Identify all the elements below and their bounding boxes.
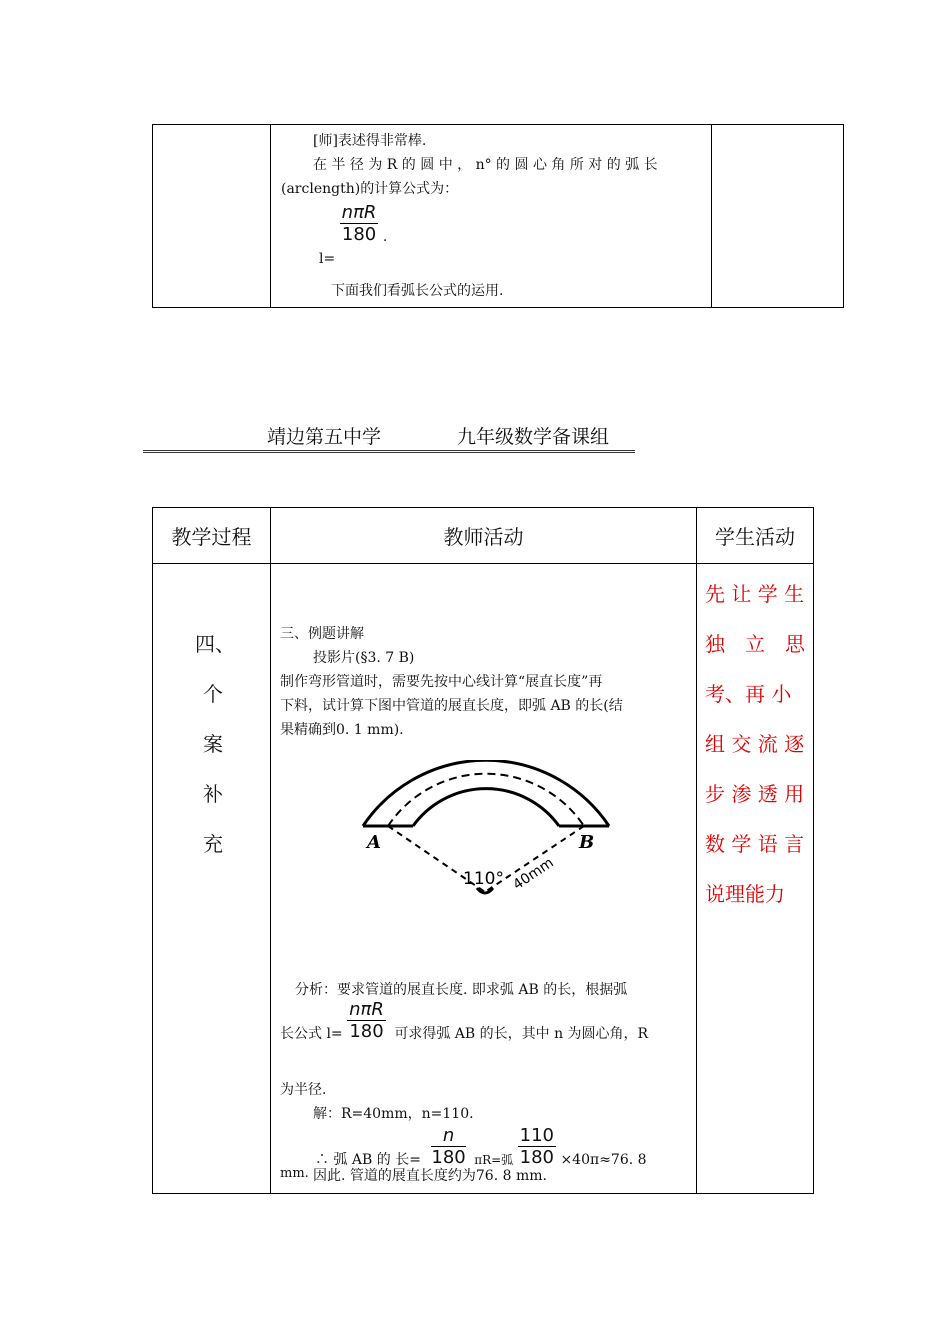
- analysis-line-1: 分析：要求管道的展直长度. 即求弧 AB 的长，根据弧: [295, 982, 628, 998]
- solution-denominator-1: 180: [431, 1147, 466, 1168]
- formula-fraction: [340, 203, 379, 246]
- solution-middle: πR=弧: [474, 1152, 514, 1167]
- solution-fraction-2: [518, 1126, 556, 1169]
- student-line-7: 说理能力: [705, 882, 785, 906]
- problem-line-2: 下料，试计算下图中管道的展直长度，即弧 AB 的长(结: [280, 698, 623, 714]
- formula-numerator: nπR: [341, 202, 377, 223]
- formula-denominator: 180: [341, 224, 377, 245]
- label-a: A: [367, 832, 381, 853]
- angle-label: 110°: [463, 869, 504, 889]
- solution-prefix: ∴ 弧 AB 的 长=: [315, 1151, 421, 1168]
- arc-length-formula: [319, 202, 388, 267]
- transition-line: 下面我们看弧长公式的运用.: [331, 283, 504, 299]
- top-teacher-cell: [271, 125, 712, 308]
- analysis-numerator: nπR: [349, 999, 384, 1020]
- solution-suffix: ×40π≈76. 8: [560, 1151, 647, 1168]
- group-name: 九年级数学备课组: [457, 426, 610, 448]
- top-table: [152, 124, 844, 308]
- header-teacher: 教师活动: [271, 508, 697, 564]
- solution-denominator-2: 180: [519, 1147, 554, 1168]
- student-line-4: 组 交 流 逐: [705, 732, 805, 756]
- student-line-6: 数 学 语 言: [705, 832, 805, 856]
- formula-intro-line-2: (arclength)的计算公式为：: [281, 181, 459, 197]
- main-table: [152, 507, 814, 1194]
- analysis-line-2: [280, 1000, 648, 1043]
- formula-prefix: l=: [319, 250, 336, 267]
- slide-label: 投影片(§3. 7 B): [313, 650, 415, 666]
- problem-line-3: 果精确到0. 1 mm).: [280, 722, 404, 738]
- analysis-denominator: 180: [349, 1021, 384, 1042]
- process-cell: [153, 564, 271, 1194]
- student-line-1: 先 让 学 生: [705, 582, 805, 606]
- formula-intro-line: 在 半 径 为 R 的 圆 中 ， n° 的 圆 心 角 所 对 的 弧 长: [313, 157, 658, 173]
- solution-line-1: 解：R=40mm，n=110.: [313, 1106, 474, 1122]
- process-char-2: 个: [203, 682, 223, 706]
- process-char-3: 案: [203, 732, 223, 756]
- problem-line-1: 制作弯形管道时，需要先按中心线计算“展直长度”再: [280, 674, 603, 690]
- pipe-figure: [351, 760, 621, 910]
- school-name: 靖边第五中学: [267, 426, 382, 448]
- label-b: B: [579, 832, 595, 853]
- pipe-outer-arc: [363, 760, 609, 826]
- student-line-5: 步 渗 透 用: [705, 782, 805, 806]
- analysis-suffix: 可求得弧 AB 的长，其中 n 为圆心角，R: [394, 1025, 649, 1042]
- student-line-3: 考、再 小: [705, 682, 792, 706]
- radius-label: 40mm: [510, 854, 557, 894]
- conclusion-line: 因此. 管道的展直长度约为76. 8 mm.: [313, 1168, 547, 1184]
- teacher-cell: [271, 564, 697, 1194]
- header-student: 学生活动: [697, 508, 814, 564]
- header-process: 教学过程: [153, 508, 271, 564]
- solution-fraction-1: [431, 1126, 465, 1169]
- page-header: [143, 422, 635, 453]
- solution-line-2: [315, 1126, 647, 1169]
- pipe-inner-arc: [413, 789, 559, 826]
- section-title: 三、例题讲解: [280, 626, 364, 642]
- analysis-fraction: [347, 1000, 386, 1043]
- process-char-4: 补: [203, 782, 223, 806]
- process-char-5: 充: [203, 832, 223, 856]
- student-line-2: 独 立 思: [705, 632, 805, 656]
- solution-unit: mm.: [280, 1166, 309, 1181]
- formula-suffix: .: [382, 228, 388, 245]
- analysis-prefix: 长公式 l=: [280, 1025, 343, 1042]
- praise-line: [师]表述得非常棒.: [313, 133, 427, 149]
- top-student-cell: [712, 125, 844, 308]
- analysis-line-3: 为半径.: [280, 1082, 327, 1098]
- process-char-1: 四、: [195, 632, 235, 656]
- solution-numerator-1: n: [442, 1125, 455, 1146]
- solution-numerator-2: 110: [519, 1125, 554, 1146]
- top-process-cell: [153, 125, 271, 308]
- student-cell: [697, 564, 814, 1194]
